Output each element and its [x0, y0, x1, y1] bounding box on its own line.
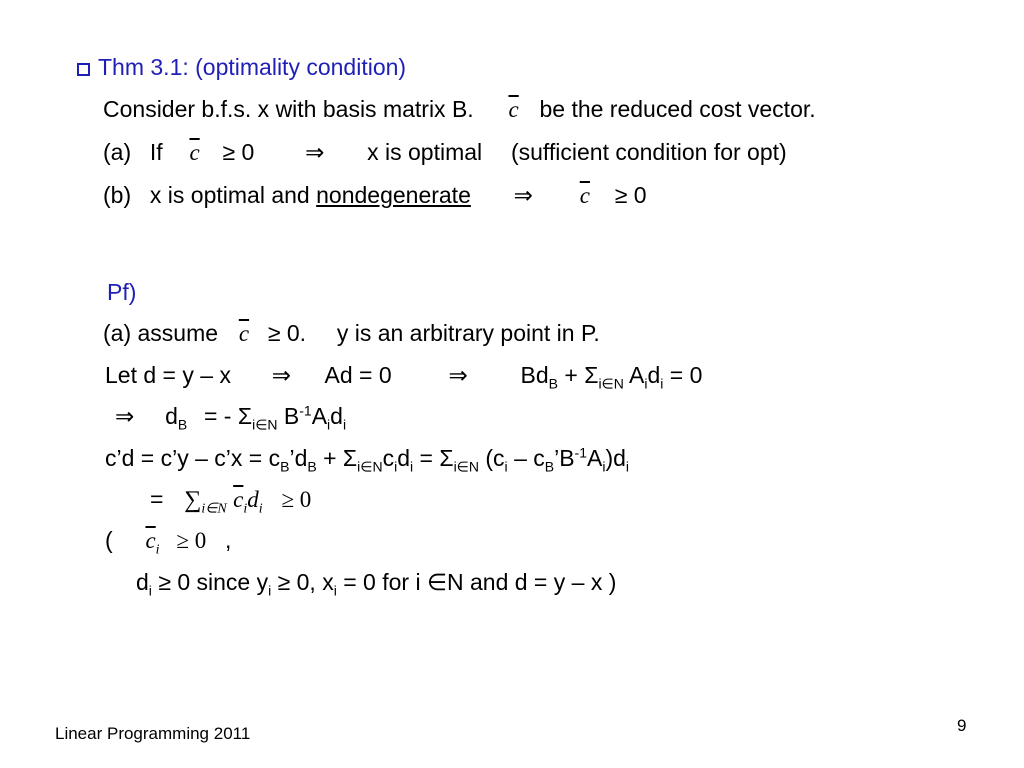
- theorem-part-b: (b) x is optimal and nondegenerate ⇒ $\overline{c} \ge 0$: [103, 182, 647, 208]
- proof-sum: = $\sum_{i\in N}$ $\overline{c}_id_i \ge 0$: [150, 486, 312, 517]
- footer-course: Linear Programming 2011: [55, 724, 251, 743]
- proof-last: $d_i \ge 0$ since $y_i \ge 0$, $x_i = 0$ for i ∈N and d = y – x ): [136, 569, 617, 599]
- implies-icon: ⇒: [115, 403, 135, 429]
- proof-assume: (a) assume $\overline{c} \ge 0$. y is an arbitrary point in P.: [103, 320, 600, 346]
- proof-cond: ( $\overline{c}_i \ge 0$ ,: [105, 527, 232, 558]
- proof-dB: ⇒ $d_B$ = - $\Sigma_{i\in N}$ $B^{-1}A_id_i$: [115, 402, 347, 433]
- reduced-cost-symbol: $\overline{c}$: [508, 97, 519, 122]
- proof-let-d: Let d = y – x ⇒ Ad = 0 ⇒ $Bd_B + \Sigma_{i\in N}$ $A_id_i = 0$: [105, 362, 703, 392]
- summation-icon: ∑: [184, 487, 202, 513]
- theorem-title: Thm 3.1: (optimality condition): [77, 53, 406, 81]
- theorem-part-a: (a) If $\overline{c} \ge 0$ ⇒ x is optimal (sufficient condition for opt): [103, 139, 787, 165]
- reduced-cost-symbol: $\overline{c}$: [238, 321, 250, 346]
- implies-icon: ⇒: [448, 362, 468, 388]
- reduced-cost-symbol: $\overline{c}$: [189, 140, 200, 165]
- page-number: 9: [957, 716, 967, 735]
- theorem-intro: Consider b.f.s. x with basis matrix B. $\overline{c}$ be the reduced cost vector.: [103, 96, 816, 122]
- proof-label: Pf): [107, 279, 137, 305]
- implies-icon: ⇒: [513, 182, 533, 208]
- reduced-cost-symbol: $\overline{c}$: [579, 183, 590, 208]
- implies-icon: ⇒: [271, 362, 292, 388]
- implies-icon: ⇒: [305, 139, 325, 165]
- proof-cd: c’d = c’y – c’x = $c_B’d_B + \Sigma_{i\in N}c_id_i = \Sigma_{i\in N}$ ($c_i$ – $c_B’B^{-1}A_i)d_i$: [105, 444, 630, 475]
- checkbox-bullet-icon: [77, 63, 90, 76]
